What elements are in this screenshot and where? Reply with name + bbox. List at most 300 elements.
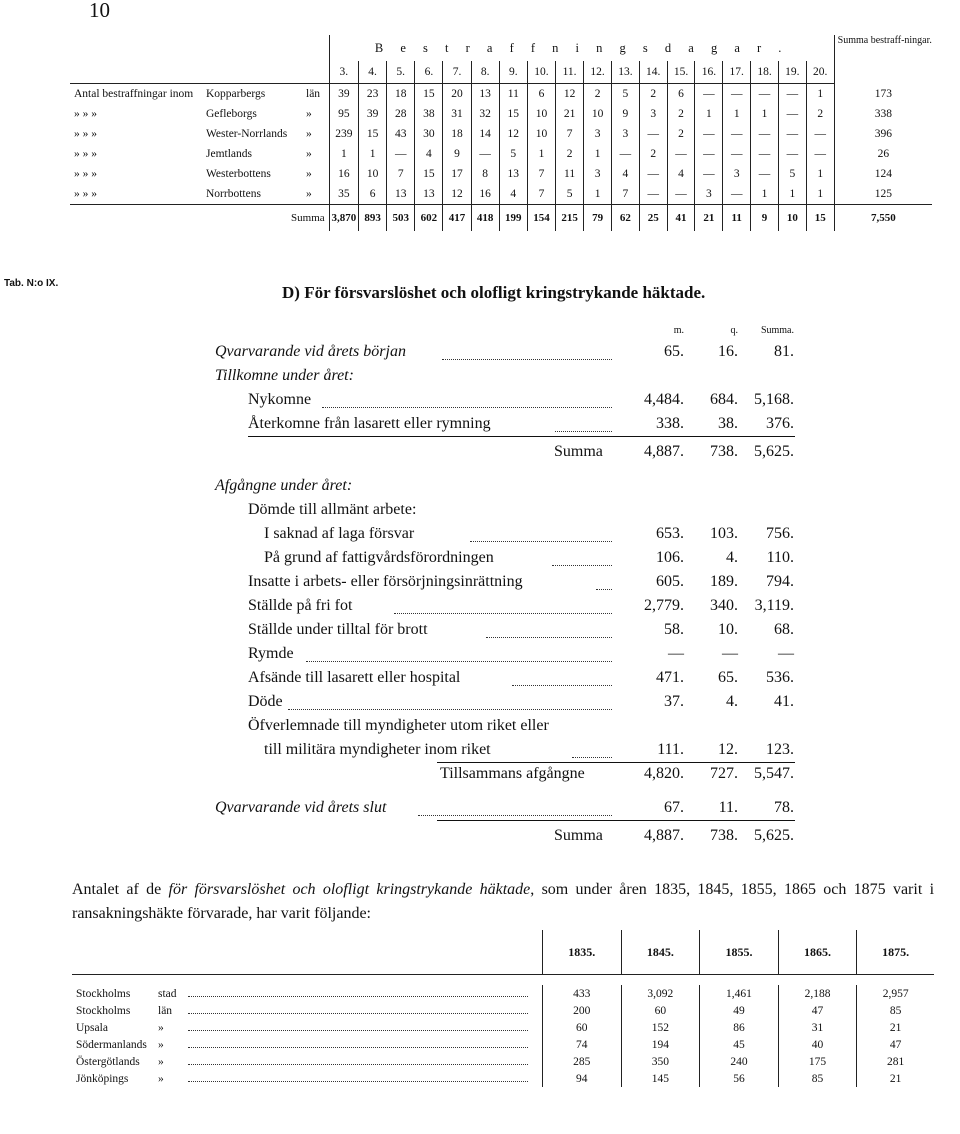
row-label [72,1002,543,1019]
cell: 13 [415,184,443,205]
leader-dots [486,637,612,638]
day-header: 15. [667,61,695,84]
row-label [72,1070,543,1087]
cell: 5 [611,84,639,105]
row-name: Östergötlands [76,1055,140,1068]
tillkomne-label: Tillkomne under året: [215,367,354,384]
cell: 10 [359,164,387,184]
sum-cell: 15 [806,205,834,232]
cell: — [723,124,751,144]
row-name: Kopparbergs [206,88,266,100]
cell: 1 [806,184,834,205]
row-label [70,184,329,205]
cell: 8 [471,164,499,184]
cell: 10 [527,104,555,124]
stat-value: — [778,645,794,662]
day-header-row [70,61,932,84]
stat-value: 65. [664,343,684,360]
row-suffix: » [306,188,312,200]
sum-cell: 79 [584,205,612,232]
cell: 1 [584,184,612,205]
cell: — [611,144,639,164]
cell: 3 [611,124,639,144]
row-name: Jönköpings [76,1072,129,1085]
cell: 28 [387,104,415,124]
cell: 38 [415,104,443,124]
cell: 18 [387,84,415,105]
row-total: 26 [834,144,932,164]
row-label [70,124,329,144]
cell: 152 [621,1019,700,1036]
cell: 1 [329,144,358,164]
sum-row [70,205,932,232]
cell: — [667,144,695,164]
leader-dots [288,709,612,710]
day-header: 14. [639,61,667,84]
cell: — [695,144,723,164]
stat-value: 605. [656,573,684,590]
cell: 10 [527,124,555,144]
row-total: 124 [834,164,932,184]
cell: 2 [584,84,612,105]
year-header-row [72,930,934,975]
cell: 7 [527,164,555,184]
cell: — [751,164,779,184]
paragraph [72,878,934,926]
table-row [72,1070,934,1087]
day-header: 13. [611,61,639,84]
page-number: 10 [89,0,110,22]
leader-dots [418,815,612,816]
sum-cell: 418 [471,205,499,232]
stat-value: 756. [766,525,794,542]
stat-label: Summa [554,827,603,844]
cell: — [695,84,723,105]
stat-value: 123. [766,741,794,758]
cell: 13 [499,164,527,184]
stat-value: 103. [710,525,738,542]
cell: 21 [857,1019,934,1036]
cell: — [778,144,806,164]
row-prefix: » » » [74,188,97,200]
cell: — [806,124,834,144]
table-row [72,985,934,1002]
year-header: 1865. [778,930,857,975]
sum-total: 7,550 [834,205,932,232]
cell: 7 [556,124,584,144]
stat-value: 4,820. [644,765,684,782]
stat-label: Döde [248,693,283,710]
cell: — [751,84,779,105]
stat-value: 5,547. [754,765,794,782]
stat-value: 653. [656,525,684,542]
cell: 1 [723,104,751,124]
table-row [70,124,932,144]
cell: 175 [778,1053,857,1070]
cell: 16 [471,184,499,205]
cell: 13 [387,184,415,205]
cell: 43 [387,124,415,144]
row-label [72,1053,543,1070]
paragraph-text: Antalet af de [72,881,169,898]
row-prefix: » » » [74,128,97,140]
cell: 95 [329,104,358,124]
stat-label: Qvarvarande vid årets början [215,343,406,360]
table-row [72,1036,934,1053]
cell: 56 [700,1070,779,1087]
row-label [70,144,329,164]
row-label [72,1036,543,1053]
row-label [70,104,329,124]
cell: 433 [543,985,622,1002]
row-name: Södermanlands [76,1038,147,1051]
spacer-row [72,975,934,986]
row-name: Gefleborgs [206,108,257,120]
cell: 3 [639,104,667,124]
cell: 31 [778,1019,857,1036]
cell: 2 [639,84,667,105]
cell: 3 [584,164,612,184]
leader-dots [555,431,612,432]
sum-cell: 10 [778,205,806,232]
sum-cell: 154 [527,205,555,232]
cell: 12 [556,84,584,105]
stat-value: 4,484. [644,391,684,408]
cell: 13 [471,84,499,105]
cell: 1 [751,104,779,124]
cell: 94 [543,1070,622,1087]
leader-dots [596,589,612,590]
row-prefix: Antal bestraffningar inom [74,88,194,100]
cell: 21 [857,1070,934,1087]
cell: 4 [415,144,443,164]
row-suffix: stad [158,987,177,1000]
cell: 1 [806,164,834,184]
stat-value: 189. [710,573,738,590]
cell: 5 [499,144,527,164]
sum-cell: 3,870 [329,205,358,232]
column-header: q. [730,325,738,336]
cell: 85 [857,1002,934,1019]
stat-value: 81. [774,343,794,360]
row-suffix: » [158,1038,164,1051]
leader-dots [552,565,612,566]
sum-cell: 9 [751,205,779,232]
cell: 49 [700,1002,779,1019]
cell: — [723,144,751,164]
section-title: D) För försvarslöshet och olofligt kringstrykande häktade. [282,283,706,302]
day-header: 11. [556,61,584,84]
cell: 4 [667,164,695,184]
cell: — [751,144,779,164]
stat-value: 78. [774,799,794,816]
summa-header: Summa bestraff-ningar. [834,35,932,84]
sum-cell: 199 [499,205,527,232]
cell: 15 [415,164,443,184]
leader-dots [188,1081,528,1082]
stat-value: 3,119. [754,597,794,614]
cell: — [723,84,751,105]
row-label [70,84,329,105]
row-total: 125 [834,184,932,205]
row-name: Stockholms [76,1004,131,1017]
cell: 9 [443,144,471,164]
leader-dots [188,996,528,997]
sum-rule [437,820,795,821]
cell: 2,188 [778,985,857,1002]
stat-label: till militära myndigheter inom riket [264,741,491,758]
day-header: 20. [806,61,834,84]
cell: 15 [499,104,527,124]
cell: 1 [359,144,387,164]
day-header: 3. [329,61,358,84]
cell: 1 [806,84,834,105]
cell: 2 [556,144,584,164]
day-header: 12. [584,61,612,84]
stat-value: 5,168. [754,391,794,408]
leader-dots [188,1047,528,1048]
cell: — [778,104,806,124]
stat-value: 727. [710,765,738,782]
cell: 1 [778,184,806,205]
row-suffix: » [158,1055,164,1068]
stat-value: 338. [656,415,684,432]
cell: — [695,124,723,144]
column-header: m. [673,325,684,336]
leader-dots [394,613,612,614]
cell: 2 [806,104,834,124]
cell: 9 [611,104,639,124]
stat-label: Summa [554,443,603,460]
stat-label: Tillsammans afgångne [440,765,585,782]
cell: 2 [667,124,695,144]
cell: 60 [621,1002,700,1019]
sum-cell: 503 [387,205,415,232]
cell: 35 [329,184,358,205]
domde-label: Dömde till allmänt arbete: [248,501,417,518]
sum-cell: 417 [443,205,471,232]
day-header: 10. [527,61,555,84]
cell: 1 [527,144,555,164]
cell: 6 [527,84,555,105]
stat-value: 536. [766,669,794,686]
year-header: 1855. [700,930,779,975]
leader-dots [188,1030,528,1031]
cell: 7 [611,184,639,205]
cell: 11 [556,164,584,184]
row-suffix: » [158,1021,164,1034]
sum-cell: 41 [667,205,695,232]
cell: 40 [778,1036,857,1053]
cell: 12 [499,124,527,144]
day-header: 19. [778,61,806,84]
cell: 240 [700,1053,779,1070]
stat-value: 37. [664,693,684,710]
row-prefix: » » » [74,148,97,160]
sum-cell: 893 [359,205,387,232]
stat-value: 738. [710,827,738,844]
cell: 2 [639,144,667,164]
stat-label: Insatte i arbets- eller försörjningsinrättning [248,573,523,590]
cell: 20 [443,84,471,105]
cell: 74 [543,1036,622,1053]
sum-cell: 215 [556,205,584,232]
cell: 45 [700,1036,779,1053]
cell: 200 [543,1002,622,1019]
stat-value: — [722,645,738,662]
paragraph-italic: för försvarslöshet och olofligt kringstrykande häktade [168,881,531,898]
cell: 2 [667,104,695,124]
stat-label: Rymde [248,645,294,662]
leader-dots [188,1013,528,1014]
leader-dots [306,661,612,662]
sum-rule [248,436,795,437]
paragraph-text-end: , som under åren 1835, 1845, 1855, 1865 och 1875 varit i ransakningshäkte förvarade, har varit följande: [72,881,935,922]
cell: 32 [471,104,499,124]
row-label [70,164,329,184]
stat-value: — [668,645,684,662]
stat-label: Ställde på fri fot [248,597,353,614]
stat-value: 471. [656,669,684,686]
row-total: 338 [834,104,932,124]
table-row [70,184,932,205]
cell: 23 [359,84,387,105]
cell: 15 [415,84,443,105]
cell: 86 [700,1019,779,1036]
day-header: 7. [443,61,471,84]
cell: 7 [387,164,415,184]
cell: 12 [443,184,471,205]
cell: 1 [695,104,723,124]
day-header: 18. [751,61,779,84]
row-total: 173 [834,84,932,105]
cell: 47 [778,1002,857,1019]
stat-value: 4,887. [644,443,684,460]
cell: 239 [329,124,358,144]
cell: 4 [611,164,639,184]
stat-value: 376. [766,415,794,432]
row-name: Upsala [76,1021,108,1034]
leader-dots [470,541,612,542]
cell: 285 [543,1053,622,1070]
cell: 16 [329,164,358,184]
stat-value: 738. [710,443,738,460]
row-suffix: » [306,168,312,180]
year-header: 1835. [543,930,622,975]
stat-value: 111. [657,741,684,758]
row-name: Westerbottens [206,168,271,180]
province-years-table [72,930,934,1087]
stat-label: Ställde under tilltal för brott [248,621,428,638]
cell: — [751,124,779,144]
stat-value: 16. [718,343,738,360]
sum-cell: 21 [695,205,723,232]
table-row [70,164,932,184]
stat-label: Afsände till lasarett eller hospital [248,669,461,686]
row-total: 396 [834,124,932,144]
cell: — [806,144,834,164]
cell: 30 [415,124,443,144]
day-header: 4. [359,61,387,84]
day-header: 16. [695,61,723,84]
stat-value: 58. [664,621,684,638]
cell: — [667,184,695,205]
cell: 194 [621,1036,700,1053]
row-label [72,985,543,1002]
row-suffix: län [306,88,321,100]
stat-value: 38. [718,415,738,432]
cell: 3 [584,124,612,144]
year-header: 1875. [857,930,934,975]
cell: — [387,144,415,164]
cell: 21 [556,104,584,124]
stat-value: 684. [710,391,738,408]
stat-value: 2,779. [644,597,684,614]
column-header: Summa. [760,325,794,336]
leader-dots [572,757,612,758]
stat-value: 4,887. [644,827,684,844]
cell: 1,461 [700,985,779,1002]
day-header: 5. [387,61,415,84]
stat-value: 340. [710,597,738,614]
cell: 5 [556,184,584,205]
cell: — [639,164,667,184]
sum-cell: 602 [415,205,443,232]
cell: 1 [584,144,612,164]
ofverlemnade-label: Öfverlemnade till myndigheter utom riket eller [248,717,549,734]
row-name: Jemtlands [206,148,252,160]
stat-value: 4. [726,549,738,566]
table-row [70,104,932,124]
sum-label: Summa [70,205,329,232]
cell: 31 [443,104,471,124]
cell: 39 [329,84,358,105]
stat-value: 4. [726,693,738,710]
cell: 281 [857,1053,934,1070]
table-number: Tab. N:o IX. [4,278,59,289]
stat-value: 12. [718,741,738,758]
stat-value: 67. [664,799,684,816]
cell: 350 [621,1053,700,1070]
row-suffix: län [158,1004,173,1017]
cell: 6 [667,84,695,105]
row-prefix: » » » [74,168,97,180]
cell: 7 [527,184,555,205]
stat-label: Qvarvarande vid årets slut [215,799,387,816]
day-header: 6. [415,61,443,84]
stat-value: 41. [774,693,794,710]
row-label [72,1019,543,1036]
row-suffix: » [306,148,312,160]
table-row [72,1002,934,1019]
table-row [70,84,932,105]
cell: — [471,144,499,164]
stat-value: 68. [774,621,794,638]
leader-dots [322,407,612,408]
cell: 85 [778,1070,857,1087]
cell: 39 [359,104,387,124]
cell: 14 [471,124,499,144]
cell: 1 [751,184,779,205]
cell: — [639,124,667,144]
stat-value: 5,625. [754,827,794,844]
day-header: 8. [471,61,499,84]
cell: 10 [584,104,612,124]
stat-value: 106. [656,549,684,566]
cell: 3 [723,164,751,184]
stat-value: 11. [718,799,738,816]
cell: — [723,184,751,205]
